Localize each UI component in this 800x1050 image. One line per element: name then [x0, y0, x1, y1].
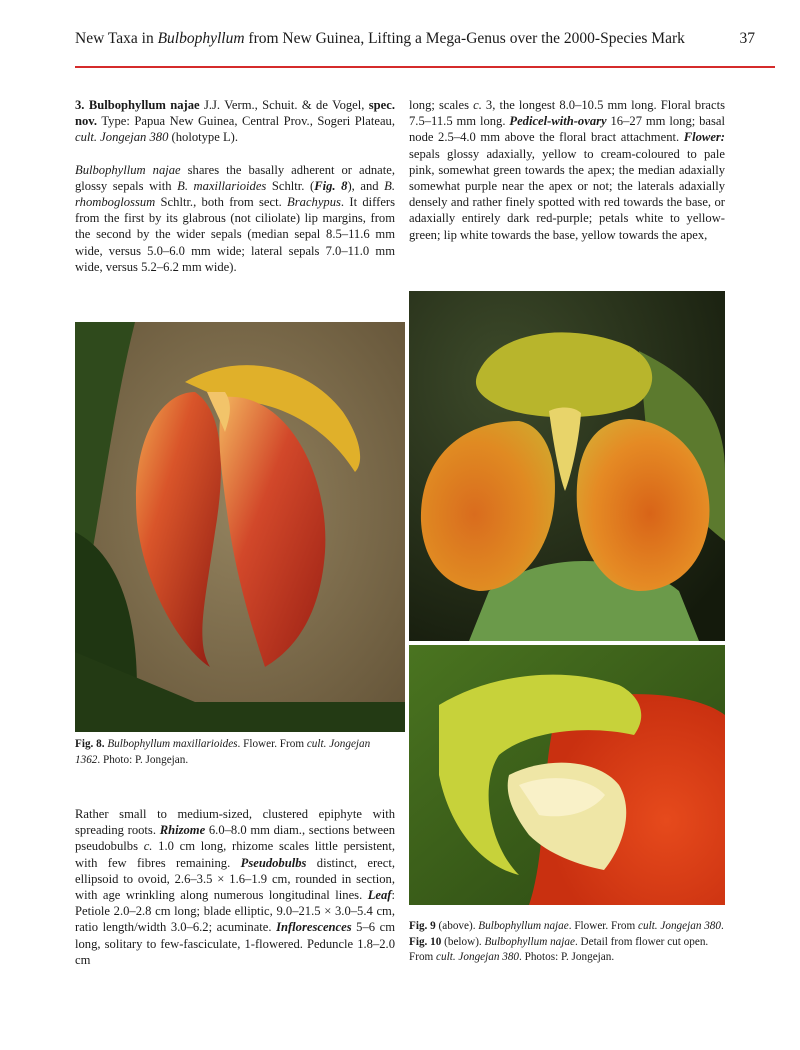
header-title: New Taxa in Bulbophyllum from New Guinea, Lifting a Mega-Genus over the 2000-Species Mark: [75, 30, 685, 47]
figure-10-photo: [409, 645, 725, 905]
header-rule: [75, 66, 775, 68]
description-continuation-paragraph: long; scales c. 3, the longest 8.0–10.5 mm long. Floral bracts 7.5–11.5 mm long. Pedicel-with-ovary 16–27 mm long; basal node 2.5–4.0 mm above the floral bract attachment. Flower: sepals glossy adaxially, yellow to cream-coloured to pale pink, somewhat green towards the apex; the median adaxially somewhat purple near the apex or not; the laterals adaxially densely and rather finely spotted with red towards the base, or adaxially entirely dark red-purple; petals white to yellow-green; lip white towards the base, yellow towards the apex,: [409, 98, 725, 242]
left-column-top: [75, 97, 395, 275]
left-column-bottom: [75, 806, 395, 968]
description-paragraph: Rather small to medium-sized, clustered epiphyte with spreading roots. Rhizome 6.0–8.0 mm diam., sections between pseudobulbs c. 1.0 cm long, rhizome scales little persistent, with few fibres remaining. Pseudobulbs distinct, erect, ellipsoid to ovoid, 2.6–3.5 × 1.6–1.9 cm, rounded in section, with age wrinkling along numerous longitudinal lines. Leaf: Petiole 2.0–2.8 cm long; blade elliptic, 9.0–21.5 × 3.0–5.4 cm, ratio length/width 3.0–6.2; acuminate. Inflorescences 5–6 cm long, solitary to few-fasciculate, 1-flowered. Peduncle 1.8–2.0 cm: [75, 807, 396, 967]
species-intro-paragraph: 3. Bulbophyllum najae J.J. Verm., Schuit. & de Vogel, spec. nov. Type: Papua New Guinea, Central Prov., Sogeri Plateau, cult. Jongejan 380 (holotype L).: [75, 98, 396, 145]
page-number: 37: [739, 30, 755, 47]
figure-8-caption: Fig. 8. Bulbophyllum maxillarioides. Flower. From cult. Jongejan 1362. Photo: P. Jongejan.: [75, 738, 371, 766]
figure-9-photo: [409, 291, 725, 641]
running-header: [75, 30, 755, 48]
figure-9-10-caption: Fig. 9 (above). Bulbophyllum najae. Flower. From cult. Jongejan 380. Fig. 10 (below). Bulbophyllum najae. Detail from flower cut open. From cult. Jongejan 380. Photos: P. Jongejan.: [409, 920, 724, 963]
right-column-top: [409, 97, 725, 243]
comparison-paragraph: Bulbophyllum najae shares the basally adherent or adnate, glossy sepals with B. maxillarioides Schltr. (Fig. 8), and B. rhomboglossum Schltr., both from sect. Brachypus. It differs from the first by its glabrous (not ciliolate) lip margins, from the second by the wider sepals (median sepal 8.5–11.6 mm wide, versus 5.0–6.0 mm wide; lateral sepals 7.0–11.0 mm wide, versus 5.2–6.2 mm wide).: [75, 162, 396, 274]
figure-8-photo: [75, 322, 405, 732]
